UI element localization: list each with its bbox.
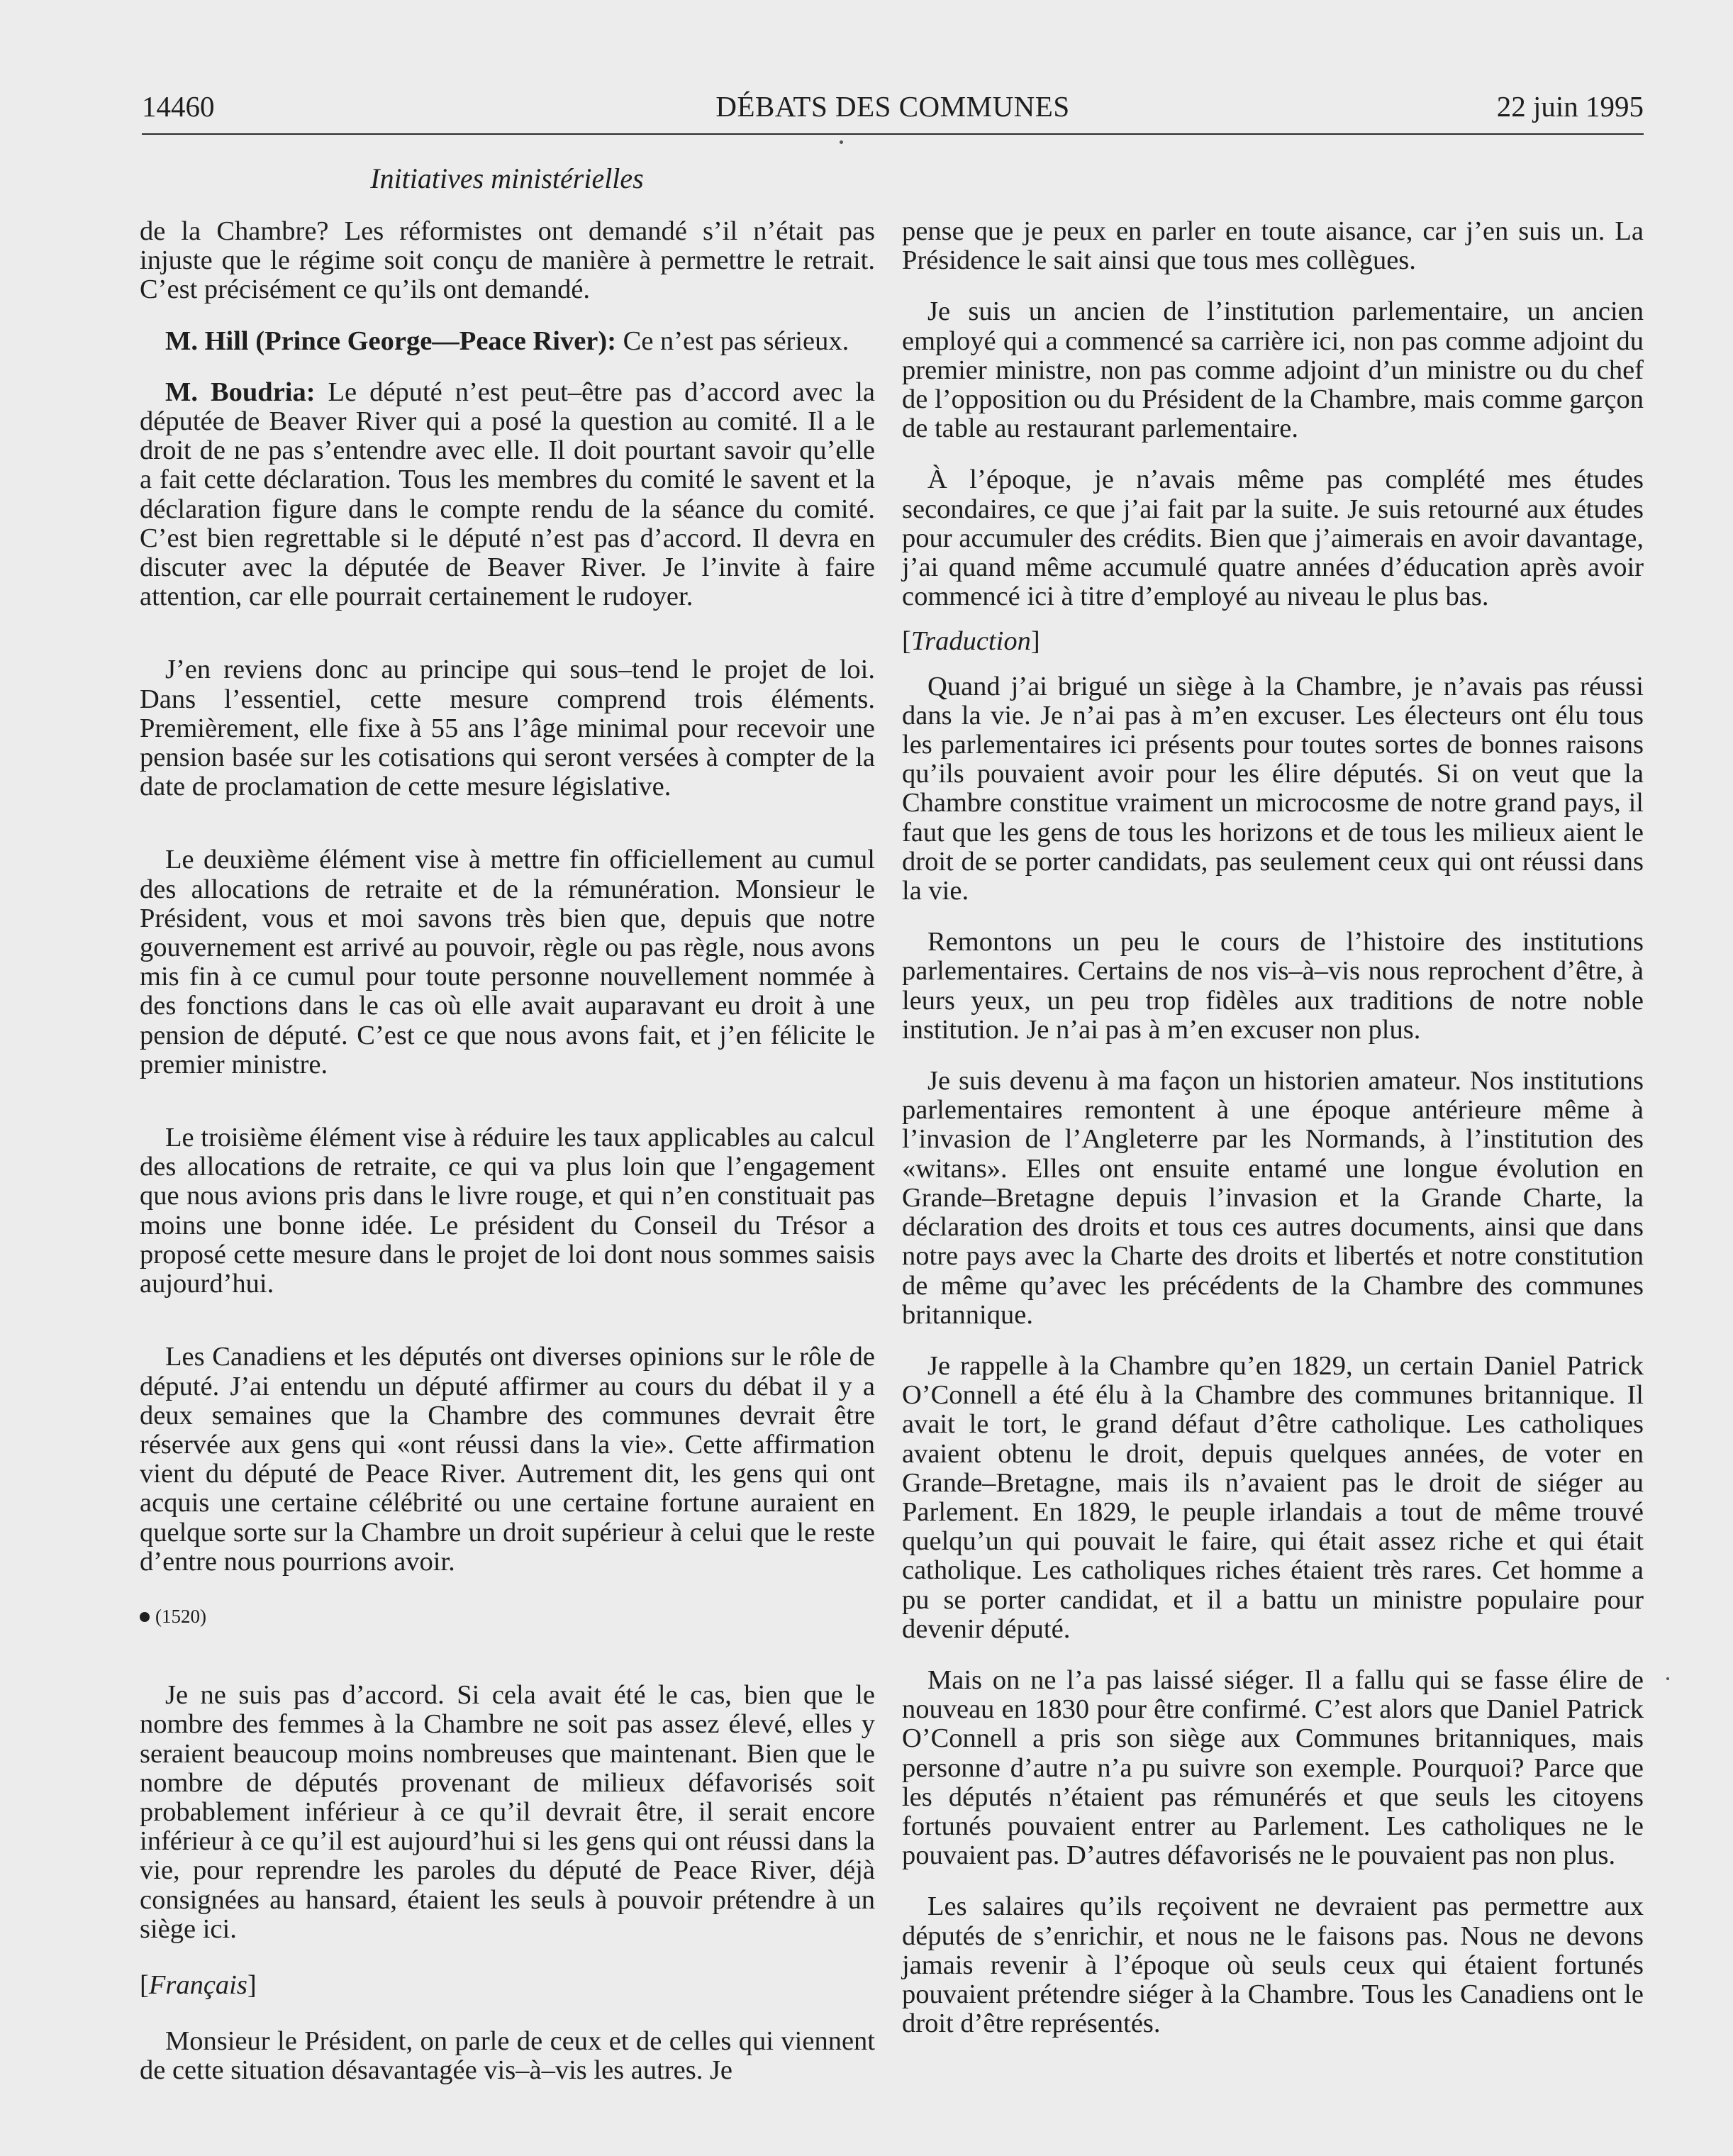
paragraph: Je suis un ancien de l’institution parlementaire, un ancien employé qui a commencé sa carrière ici, non pas comme adjoint du premier ministre, non pas comme adjoint d’un ministre ou du chef de l’opposition ou du Président de la Chambre, mais comme garçon de table au restaurant parlementaire. — [902, 296, 1644, 444]
page-header — [142, 89, 1644, 132]
paragraph: Quand j’ai brigué un siège à la Chambre, je n’avais pas réussi dans la vie. Je n’ai pas à m’en excuser. Les électeurs ont élu tous les parlementaires ici présents pour toutes sortes de bonnes raisons qu’ils pouvaient avoir pour les élire députés. Si on veut que la Chambre constitue vraiment un microcosme de notre grand pays, il faut que les gens de tous les horizons et de tous les milieux aient le droit de se porter candidats, pas seulement ceux qui ont réussi dans la vie. — [902, 671, 1644, 906]
paragraph: Monsieur le Président, on parle de ceux et de celles qui viennent de cette situation désavantagée vis–à–vis les autres. Je — [140, 2026, 875, 2086]
publication-title: DÉBATS DES COMMUNES — [715, 90, 1070, 123]
speech-text: Ce n’est pas sérieux. — [616, 326, 849, 356]
page-number: 14460 — [142, 90, 215, 123]
header-rule — [142, 133, 1644, 135]
paragraph: Le troisième élément vise à réduire les taux applicables au calcul des allocations de retraite, ce qui va plus loin que l’engagement que nous avions pris dans le livre rouge, et qui n’en constituait pas moins une bonne idée. Le président du Conseil du Trésor a proposé cette mesure dans le projet de loi dont nous sommes saisis aujourd’hui. — [140, 1123, 875, 1299]
language-note-text: Français — [148, 1969, 247, 2000]
language-note-text: Traduction — [910, 626, 1031, 657]
paragraph: À l’époque, je n’avais même pas complété mes études secondaires, ce que j’ai fait par la suite. Je suis retourné aux études pour accumuler des crédits. Bien que j’aimerais en avoir davantage, j’ai quand même accumulé quatre années d’éducation après avoir commencé ici à titre d’employé au niveau le plus bas. — [902, 465, 1644, 612]
speaker-name: M. Boudria: — [165, 377, 316, 407]
paragraph — [140, 327, 875, 356]
paragraph: Les salaires qu’ils reçoivent ne devraient pas permettre aux députés de s’enrichir, et nous ne le faisons pas. Nous ne devons jamais revenir à l’époque où seuls ceux qui étaient fortunés pouvaient prétendre siéger à la Chambre. Tous les Canadiens ont le droit d’être représentés. — [902, 1891, 1644, 2039]
paragraph: Je ne suis pas d’accord. Si cela avait été le cas, bien que le nombre des femmes à la Chambre ne soit pas assez élevé, elles y seraient beaucoup moins nombreuses que maintenant. Bien que le nombre de députés provenant de milieux défavorisés soit probablement inférieur à ce qu’il devrait être, il serait encore inférieur à ce qu’il est aujourd’hui si les gens qui ont réussi dans la vie, pour reprendre les paroles du député de Peace River, déjà consignées au hansard, étaient les seuls à pouvoir prétendre à un siège ici. — [140, 1680, 875, 1944]
section-title: Initiatives ministérielles — [370, 162, 644, 194]
paragraph: J’en reviens donc au principe qui sous–tend le projet de loi. Dans l’essentiel, cette mesure comprend trois éléments. Premièrement, elle fixe à 55 ans l’âge minimal pour recevoir une pension basée sur les cotisations qui seront versées à compter de la date de proclamation de cette mesure législative. — [140, 655, 875, 802]
time-stamp-text: (1520) — [155, 1605, 206, 1627]
left-column — [140, 217, 875, 2108]
scan-speck — [840, 140, 843, 144]
paragraph: Je suis devenu à ma façon un historien amateur. Nos institutions parlementaires remontent à une époque antérieure même à l’invasion de l’Angleterre par les Normands, à l’institution des «witans». Elles ont ensuite entamé une longue évolution en Grande–Bretagne depuis l’invasion et la Grande Charte, la déclaration des droits et tous ces autres documents, ainsi que dans notre pays avec la Charte des droits et libertés et notre constitution de même qu’avec les précédents de la Chambre des communes britannique. — [902, 1066, 1644, 1330]
language-note: [Français] — [140, 1969, 257, 2000]
language-note: [Traduction] — [902, 626, 1040, 657]
time-stamp — [140, 1602, 875, 1631]
bullet-icon — [140, 1612, 150, 1622]
paragraph: Les Canadiens et les députés ont diverses opinions sur le rôle de député. J’ai entendu un député affirmer au cours du débat il y a deux semaines que la Chambre des communes devrait être réservée aux gens qui «ont réussi dans la vie». Cette affirmation vient du député de Peace River. Autrement dit, les gens qui ont acquis une certaine célébrité ou une certaine fortune auraient en quelque sorte sur la Chambre un droit supérieur à celui que le reste d’entre nous pourrions avoir. — [140, 1342, 875, 1577]
paragraph: Remontons un peu le cours de l’histoire des institutions parlementaires. Certains de nos vis–à–vis nous reprochent d’être, à leurs yeux, un peu trop fidèles aux traditions de notre noble institution. Je n’ai pas à m’en excuser non plus. — [902, 927, 1644, 1045]
paragraph: de la Chambre? Les réformistes ont demandé s’il n’était pas injuste que le régime soit conçu de manière à permettre le retrait. C’est précisément ce qu’ils ont demandé. — [140, 216, 875, 305]
right-column — [902, 217, 1644, 2060]
scan-speck — [1666, 1677, 1669, 1680]
speaker-name: M. Hill (Prince George—Peace River): — [165, 326, 617, 356]
paragraph: pense que je peux en parler en toute aisance, car j’en suis un. La Présidence le sait ainsi que tous mes collègues. — [902, 216, 1644, 276]
paragraph: Je rappelle à la Chambre qu’en 1829, un certain Daniel Patrick O’Connell a été élu à la Chambre des communes britannique. Il avait le tort, le grand défaut d’être catholique. Les catholiques avaient obtenu le droit, depuis quelques années, de voter en Grande–Bretagne, mais ils n’avaient pas le droit de siéger au Parlement. En 1829, le peuple irlandais a tout de même trouvé quelqu’un qui pouvait le faire, qui était assez riche et qui était catholique. Les catholiques riches étaient très rares. Cet homme a pu se porter candidat, et il a battu un ministre populaire pour devenir député. — [902, 1350, 1644, 1644]
paragraph: Mais on ne l’a pas laissé siéger. Il a fallu qui se fasse élire de nouveau en 1830 pour être confirmé. C’est alors que Daniel Patrick O’Connell a pris son siège aux Communes britanniques, mais personne d’autre n’a pu suivre son exemple. Pourquoi? Parce que les députés n’étaient pas rémunérés et que seuls les citoyens fortunés pouvaient entrer au Parlement. Les catholiques ne le pouvaient pas. D’autres défavorisés ne le pouvaient pas non plus. — [902, 1665, 1644, 1871]
paragraph: Le deuxième élément vise à mettre fin officiellement au cumul des allocations de retraite et de la rémunération. Monsieur le Président, vous et moi savons très bien que, depuis que notre gouvernement est arrivé au pouvoir, règle ou pas règle, nous avons mis fin à ce cumul pour toute personne nouvellement nommée à des fonctions dans le cas où elle avait auparavant eu droit à une pension de député. C’est ce que nous avons fait, et j’en félicite le premier ministre. — [140, 845, 875, 1079]
paragraph — [140, 378, 875, 612]
publication-date: 22 juin 1995 — [1496, 90, 1644, 123]
speech-text: Le député n’est peut–être pas d’accord avec la députée de Beaver River qui a posé la question au comité. Il a le droit de ne pas s’entendre avec elle. Il doit pourtant savoir qu’elle a fait cette déclaration. Tous les membres du comité le savent et la déclaration figure dans le compte rendu de la séance du comité. C’est bien regrettable si le député n’est pas d’accord. Il devra en discuter avec la députée de Beaver River. Je l’invite à faire attention, car elle pourrait certainement le rudoyer. — [140, 377, 875, 612]
